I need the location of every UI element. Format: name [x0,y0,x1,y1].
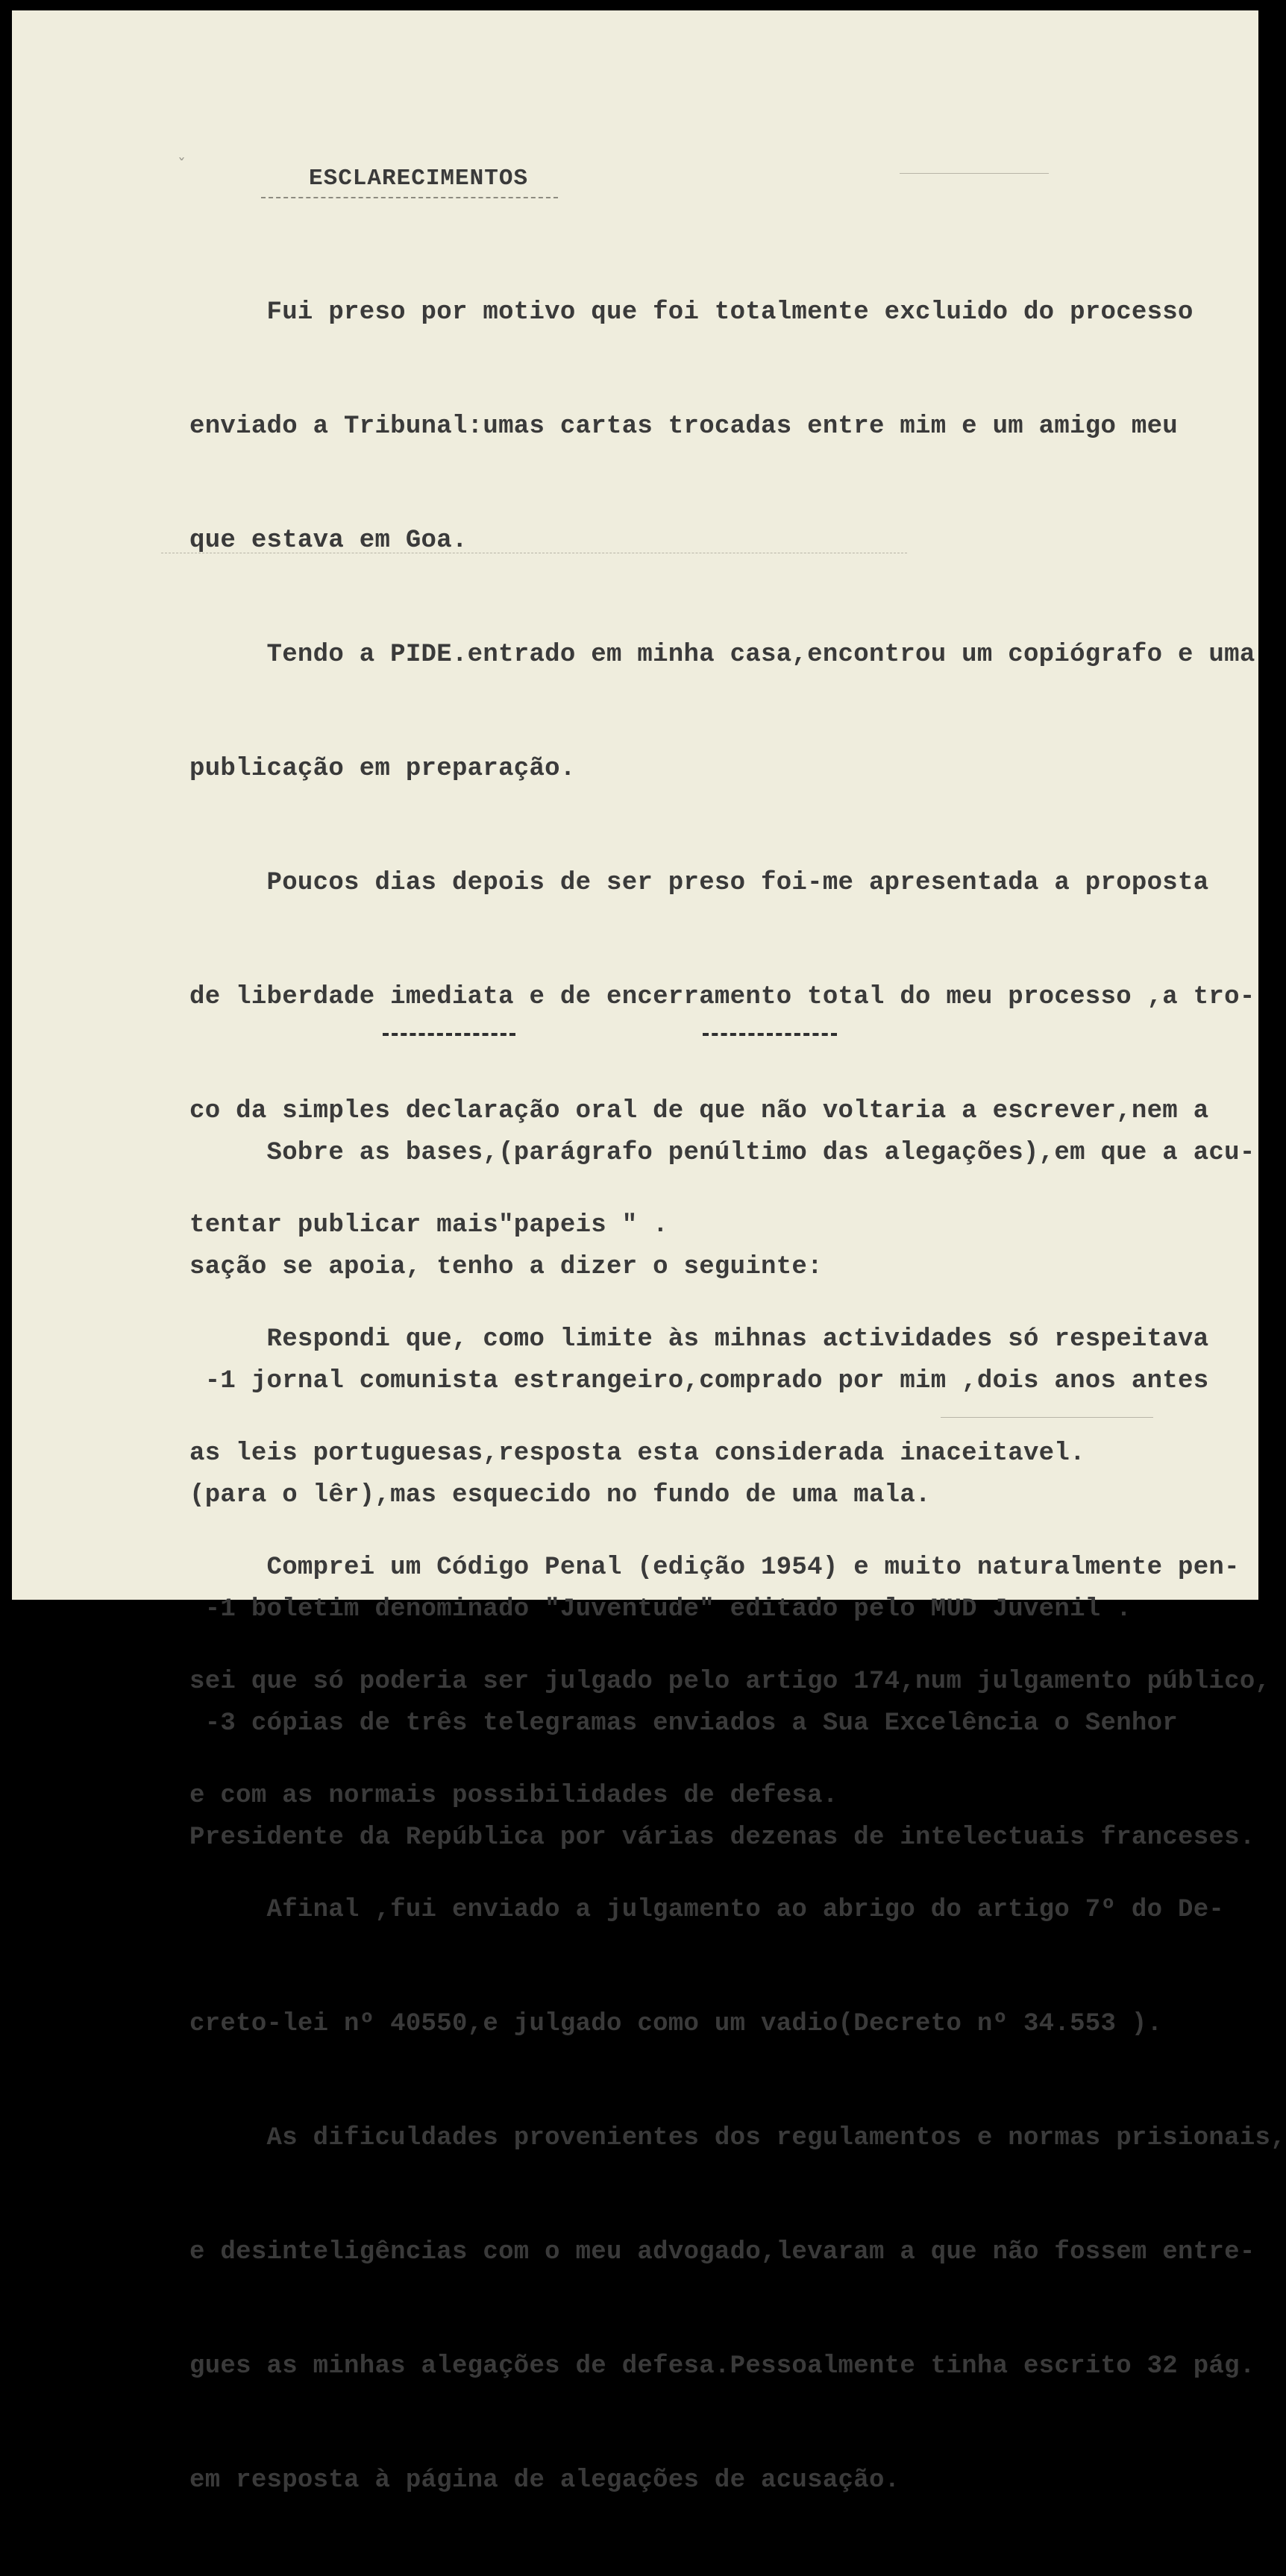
document-title: ESCLARECIMENTOS [309,166,529,192]
text-line: creto-lei nº 40550,e julgado como um vadio(Decreto nº 34.553 ). [189,2010,1163,2038]
text-line: Respondi que, como limite às mihnas actividades só respeitava [189,1325,1209,1354]
text-line: Tendo a PIDE.entrado em minha casa,encontrou um copiógrafo e uma [189,641,1255,669]
text-line: Sobre as bases,(parágrafo penúltimo das alegações),em que a acu- [189,1139,1255,1167]
text-line: em resposta à página de alegações de acusação. [189,2466,900,2495]
text-line: sação se apoia, tenho a dizer o seguinte: [189,1253,823,1281]
text-line: Fui preso por motivo que foi totalmente excluido do processo [189,298,1194,327]
text-line: (para o lêr),mas esquecido no fundo de uma mala. [189,1481,931,1510]
list-item: -1 jornal comunista estrangeiro,comprado por mim ,dois anos antes [189,1367,1209,1395]
text-line: Afinal ,fui enviado a julgamento ao abrigo do artigo 7º do De- [189,1896,1225,1924]
text-line: as leis portuguesas,resposta esta considerada inaceitavel. [189,1439,1085,1468]
text-line: Poucos dias depois de ser preso foi-me apresentada a proposta [189,869,1209,897]
text-line: tentar publicar mais"papeis " . [189,1211,668,1240]
text-line: co da simples declaração oral de que não voltaria a escrever,nem a [189,1097,1209,1125]
list-item: -1 boletim denominado "Juventude" editado pelo MUD Juvenil . [189,1595,1132,1624]
text-line: gues as minhas alegações de defesa.Pessoalmente tinha escrito 32 pág. [189,2352,1255,2381]
text-line: de liberdade imediata e de encerramento total do meu processo ,a tro- [189,983,1255,1011]
faint-scan-line-top-right [900,173,1049,174]
text-line: Presidente da República por várias dezenas de intelectuais franceses. [189,1823,1255,1852]
text-line: enviado a Tribunal:umas cartas trocadas entre mim e um amigo meu [189,412,1179,441]
text-line: e com as normais possibilidades de defesa. [189,1782,838,1810]
text-line: sei que só poderia ser julgado pelo artigo 174,num julgamento público, [189,1668,1271,1696]
list-item: -3 cópias de três telegramas enviados a Sua Excelência o Senhor [189,1709,1179,1738]
text-line: publicação em preparação. [189,755,576,783]
title-underline [261,197,558,198]
text-line: e desinteligências com o meu advogado,levaram a que não fossem entre- [189,2238,1255,2266]
section-divider-left [383,1033,515,1036]
text-line: As dificuldades provenientes dos regulamentos e normas prisionais, [189,2124,1286,2152]
text-line: que estava em Goa. [189,527,468,555]
text-line: Comprei um Código Penal (edição 1954) e muito naturalmente pen- [189,1554,1240,1582]
typewritten-page [12,10,1286,2495]
second-text-block [189,1058,1255,1933]
pencil-mark-top-left: ˇ [178,157,186,175]
section-divider-right [703,1033,837,1036]
